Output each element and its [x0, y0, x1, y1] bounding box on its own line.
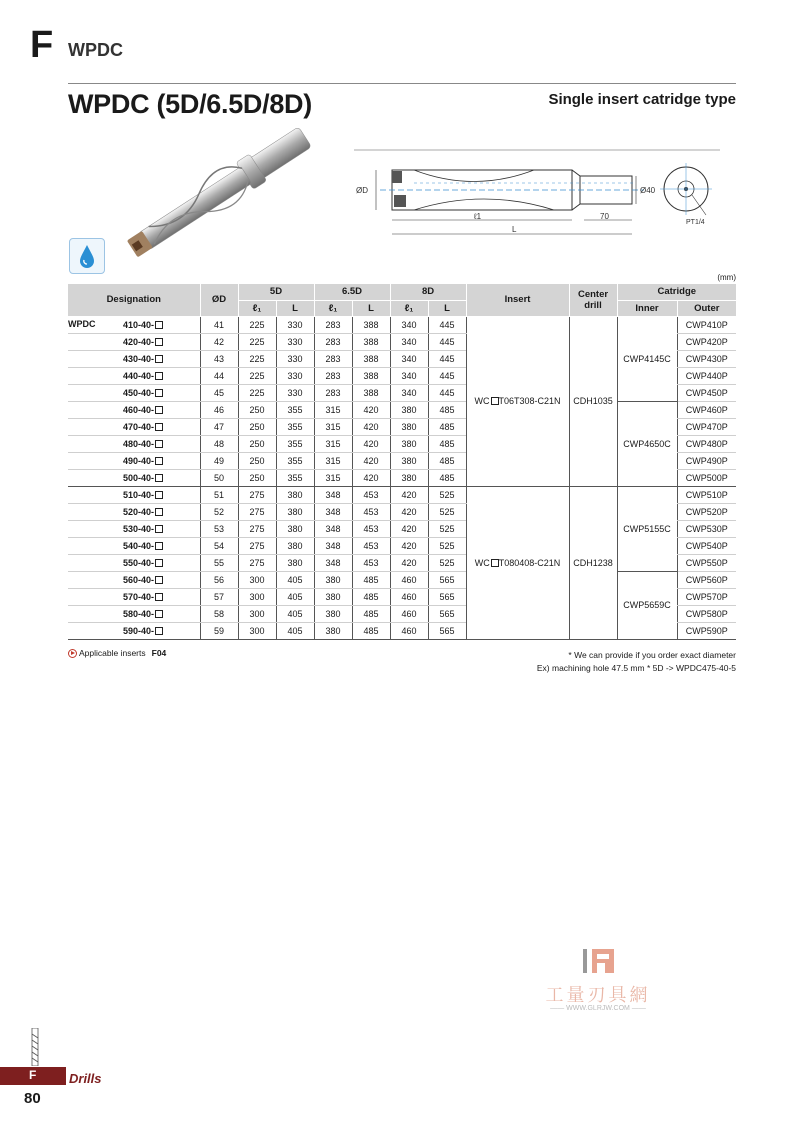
cell-a2: 405 — [276, 605, 314, 622]
cell-b2: 485 — [352, 605, 390, 622]
dim-l-label: L — [512, 225, 517, 234]
cell-b1: 380 — [314, 571, 352, 588]
insert-suffix: T06T308-C21N — [498, 396, 561, 406]
cell-a2: 330 — [276, 316, 314, 333]
cell-b1: 315 — [314, 452, 352, 469]
cell-b2: 485 — [352, 571, 390, 588]
watermark-logo-icon — [528, 945, 668, 981]
cell-b2: 388 — [352, 350, 390, 367]
outer-cartridge-cell: CWP570P — [677, 588, 736, 605]
outer-cartridge-cell: CWP520P — [677, 503, 736, 520]
outer-cartridge-cell: CWP480P — [677, 435, 736, 452]
outer-cartridge-cell: CWP550P — [677, 554, 736, 571]
cell-a2: 405 — [276, 571, 314, 588]
cell-a1: 225 — [238, 384, 276, 401]
cell-d: 47 — [200, 418, 238, 435]
outer-cartridge-cell: CWP450P — [677, 384, 736, 401]
cell-b2: 388 — [352, 367, 390, 384]
outer-cartridge-cell: CWP460P — [677, 401, 736, 418]
inner-cartridge-cell: CWP5155C — [617, 486, 677, 571]
coolant-icon — [69, 238, 105, 274]
cell-d: 42 — [200, 333, 238, 350]
outer-cartridge-cell: CWP580P — [677, 605, 736, 622]
cell-a1: 225 — [238, 333, 276, 350]
insert-cell — [466, 486, 569, 639]
cell-c1: 460 — [390, 571, 428, 588]
checkbox-symbol-icon — [155, 542, 163, 550]
cell-d: 43 — [200, 350, 238, 367]
cell-c2: 525 — [428, 520, 466, 537]
applicable-inserts-note: Applicable inserts F04 — [68, 648, 166, 658]
checkbox-symbol-icon — [155, 457, 163, 465]
dim-thread-label: PT1/4 — [686, 219, 705, 226]
cell-c1: 420 — [390, 520, 428, 537]
cell-d: 53 — [200, 520, 238, 537]
cell-c1: 380 — [390, 452, 428, 469]
designation-cell — [68, 316, 200, 333]
cell-b2: 420 — [352, 401, 390, 418]
cell-c1: 380 — [390, 418, 428, 435]
cell-d: 55 — [200, 554, 238, 571]
cell-b1: 348 — [314, 503, 352, 520]
applicable-inserts-ref[interactable]: F04 — [151, 648, 167, 658]
cell-a2: 355 — [276, 435, 314, 452]
cell-c1: 420 — [390, 554, 428, 571]
designation-cell — [68, 571, 200, 588]
cell-c1: 420 — [390, 537, 428, 554]
cell-b1: 315 — [314, 435, 352, 452]
cell-d: 52 — [200, 503, 238, 520]
cell-d: 44 — [200, 367, 238, 384]
table-row — [68, 486, 736, 503]
cell-c2: 565 — [428, 571, 466, 588]
spec-table — [68, 284, 736, 640]
checkbox-symbol-icon — [155, 474, 163, 482]
checkbox-symbol-icon — [155, 593, 163, 601]
designation-code: 410-40- — [123, 319, 155, 330]
inner-cartridge-cell: CWP4145C — [617, 316, 677, 401]
cell-b1: 348 — [314, 554, 352, 571]
designation-cell — [68, 588, 200, 605]
checkbox-symbol-icon — [155, 406, 163, 414]
cell-a1: 225 — [238, 367, 276, 384]
cell-a2: 330 — [276, 333, 314, 350]
designation-code: 430-40- — [123, 353, 155, 364]
designation-code: 420-40- — [123, 336, 155, 347]
cell-b1: 380 — [314, 588, 352, 605]
cell-a2: 355 — [276, 452, 314, 469]
cell-a1: 250 — [238, 452, 276, 469]
header-6-5d-l1: ℓ₁ — [314, 300, 352, 316]
cell-b2: 388 — [352, 316, 390, 333]
checkbox-symbol-icon — [155, 372, 163, 380]
cell-b1: 348 — [314, 520, 352, 537]
cell-b2: 388 — [352, 384, 390, 401]
header-diameter: ØD — [200, 284, 238, 316]
page-title: WPDC (5D/6.5D/8D) — [68, 89, 312, 119]
cell-b1: 283 — [314, 316, 352, 333]
cell-d: 51 — [200, 486, 238, 503]
checkbox-symbol-icon — [155, 576, 163, 584]
cell-c1: 380 — [390, 469, 428, 486]
cell-b1: 315 — [314, 418, 352, 435]
designation-cell — [68, 520, 200, 537]
cell-a2: 355 — [276, 401, 314, 418]
checkbox-symbol-icon — [155, 440, 163, 448]
cell-d: 58 — [200, 605, 238, 622]
designation-cell — [68, 605, 200, 622]
insert-cell — [466, 316, 569, 486]
checkbox-symbol-icon — [155, 610, 163, 618]
cell-c2: 445 — [428, 384, 466, 401]
cell-a1: 225 — [238, 316, 276, 333]
header-5d-l1: ℓ₁ — [238, 300, 276, 316]
technical-drawing — [354, 143, 720, 243]
header-5d: 5D — [238, 284, 314, 300]
header-divider — [68, 83, 736, 84]
cell-c1: 340 — [390, 333, 428, 350]
cell-a1: 300 — [238, 605, 276, 622]
cell-d: 45 — [200, 384, 238, 401]
drill-photo — [112, 124, 322, 264]
designation-cell — [68, 622, 200, 639]
cell-b2: 485 — [352, 588, 390, 605]
cell-a2: 380 — [276, 537, 314, 554]
section-name: WPDC — [68, 40, 123, 60]
cell-c2: 445 — [428, 367, 466, 384]
checkbox-symbol-icon — [155, 389, 163, 397]
outer-cartridge-cell: CWP560P — [677, 571, 736, 588]
cell-d: 54 — [200, 537, 238, 554]
cell-a2: 330 — [276, 367, 314, 384]
designation-code: 440-40- — [123, 370, 155, 381]
dim-l1-label: ℓ1 — [474, 212, 482, 221]
designation-code: 590-40- — [123, 625, 155, 636]
designation-code: 450-40- — [123, 387, 155, 398]
order-note: * We can provide if you order exact diameter Ex) machining hole 47.5 mm * 5D -> WPDC475-40-5 — [536, 650, 736, 673]
cell-c2: 485 — [428, 418, 466, 435]
checkbox-symbol-icon — [155, 491, 163, 499]
checkbox-symbol-icon — [491, 397, 499, 405]
checkbox-symbol-icon — [155, 321, 163, 329]
cell-b1: 283 — [314, 384, 352, 401]
cell-c2: 565 — [428, 605, 466, 622]
cell-a2: 330 — [276, 384, 314, 401]
cell-d: 48 — [200, 435, 238, 452]
cell-b1: 348 — [314, 537, 352, 554]
cell-a1: 275 — [238, 520, 276, 537]
cell-b1: 283 — [314, 367, 352, 384]
cell-a1: 225 — [238, 350, 276, 367]
cell-b1: 315 — [314, 469, 352, 486]
cell-a2: 330 — [276, 350, 314, 367]
cell-a1: 275 — [238, 503, 276, 520]
cell-d: 41 — [200, 316, 238, 333]
header-8d-l1: ℓ₁ — [390, 300, 428, 316]
designation-code: 490-40- — [123, 455, 155, 466]
cell-b2: 453 — [352, 537, 390, 554]
outer-cartridge-cell: CWP540P — [677, 537, 736, 554]
designation-cell — [68, 418, 200, 435]
cell-d: 50 — [200, 469, 238, 486]
checkbox-symbol-icon — [155, 338, 163, 346]
cell-c1: 460 — [390, 588, 428, 605]
cell-d: 46 — [200, 401, 238, 418]
designation-code: 520-40- — [123, 506, 155, 517]
cell-c2: 485 — [428, 401, 466, 418]
header-8d: 8D — [390, 284, 466, 300]
table-row — [68, 571, 736, 588]
cell-b1: 315 — [314, 401, 352, 418]
cell-d: 57 — [200, 588, 238, 605]
dim-shank-length-label: 70 — [600, 212, 609, 221]
cell-c2: 525 — [428, 486, 466, 503]
designation-code: 540-40- — [123, 540, 155, 551]
cell-c1: 340 — [390, 350, 428, 367]
cell-b2: 420 — [352, 435, 390, 452]
cell-d: 56 — [200, 571, 238, 588]
checkbox-symbol-icon — [155, 627, 163, 635]
cell-b2: 420 — [352, 452, 390, 469]
designation-code: 500-40- — [123, 472, 155, 483]
cell-c1: 340 — [390, 316, 428, 333]
inner-cartridge-cell: CWP4650C — [617, 401, 677, 486]
outer-cartridge-cell: CWP410P — [677, 316, 736, 333]
cell-c2: 445 — [428, 350, 466, 367]
outer-cartridge-cell: CWP440P — [677, 367, 736, 384]
cell-b1: 380 — [314, 622, 352, 639]
section-letter: F — [30, 24, 54, 66]
cell-a2: 355 — [276, 469, 314, 486]
cell-d: 59 — [200, 622, 238, 639]
designation-code: 580-40- — [123, 608, 155, 619]
cell-a1: 250 — [238, 469, 276, 486]
cell-c1: 380 — [390, 401, 428, 418]
header-5d-L: L — [276, 300, 314, 316]
cell-a1: 250 — [238, 435, 276, 452]
cell-c2: 445 — [428, 333, 466, 350]
cell-c2: 565 — [428, 588, 466, 605]
insert-suffix: T080408-C21N — [498, 557, 561, 568]
center-drill-cell: CDH1238 — [569, 486, 617, 639]
cell-b2: 485 — [352, 622, 390, 639]
cell-a2: 405 — [276, 622, 314, 639]
section-tab-letter: F — [29, 1068, 37, 1082]
header-cartridge: Catridge — [617, 284, 736, 300]
table-row — [68, 316, 736, 333]
cell-a1: 300 — [238, 588, 276, 605]
checkbox-symbol-icon — [491, 559, 499, 567]
cell-b1: 380 — [314, 605, 352, 622]
designation-cell — [68, 503, 200, 520]
cell-a1: 275 — [238, 486, 276, 503]
designation-code: 460-40- — [123, 404, 155, 415]
designation-cell — [68, 401, 200, 418]
outer-cartridge-cell: CWP490P — [677, 452, 736, 469]
outer-cartridge-cell: CWP420P — [677, 333, 736, 350]
outer-cartridge-cell: CWP530P — [677, 520, 736, 537]
watermark: 工量刃具網 —— WWW.GLRJW.COM —— — [528, 945, 668, 1017]
designation-code: 530-40- — [123, 523, 155, 534]
checkbox-symbol-icon — [155, 508, 163, 516]
designation-code: 470-40- — [123, 421, 155, 432]
page-subtitle: Single insert catridge type — [548, 91, 736, 108]
cell-a2: 380 — [276, 554, 314, 571]
cell-b2: 420 — [352, 418, 390, 435]
header-outer: Outer — [677, 300, 736, 316]
header-8d-L: L — [428, 300, 466, 316]
designation-cell — [68, 435, 200, 452]
cell-b2: 453 — [352, 486, 390, 503]
designation-cell — [68, 469, 200, 486]
cell-b2: 388 — [352, 333, 390, 350]
cell-c1: 420 — [390, 486, 428, 503]
cell-d: 49 — [200, 452, 238, 469]
cell-c2: 485 — [428, 469, 466, 486]
table-row — [68, 401, 736, 418]
designation-brand: WPDC — [68, 318, 96, 329]
cell-c2: 485 — [428, 435, 466, 452]
cell-c2: 525 — [428, 503, 466, 520]
designation-cell — [68, 333, 200, 350]
designation-cell — [68, 350, 200, 367]
cell-a1: 300 — [238, 571, 276, 588]
cell-a1: 300 — [238, 622, 276, 639]
center-drill-cell: CDH1035 — [569, 316, 617, 486]
header-designation: Designation — [68, 284, 200, 316]
header-6-5d: 6.5D — [314, 284, 390, 300]
page-number: 80 — [24, 1090, 41, 1107]
header-6-5d-L: L — [352, 300, 390, 316]
designation-cell — [68, 537, 200, 554]
cell-a1: 250 — [238, 418, 276, 435]
designation-cell — [68, 486, 200, 503]
unit-label: (mm) — [717, 273, 736, 282]
designation-code: 550-40- — [123, 557, 155, 568]
header-center-drill: Center drill — [569, 284, 617, 316]
cell-a2: 380 — [276, 486, 314, 503]
outer-cartridge-cell: CWP500P — [677, 469, 736, 486]
checkbox-symbol-icon — [155, 423, 163, 431]
cell-c1: 420 — [390, 503, 428, 520]
cell-b1: 348 — [314, 486, 352, 503]
cell-c2: 445 — [428, 316, 466, 333]
cell-a1: 250 — [238, 401, 276, 418]
outer-cartridge-cell: CWP470P — [677, 418, 736, 435]
arrow-right-icon — [68, 649, 77, 658]
designation-cell — [68, 554, 200, 571]
cell-c1: 460 — [390, 622, 428, 639]
cell-c2: 525 — [428, 554, 466, 571]
checkbox-symbol-icon — [155, 525, 163, 533]
cell-a2: 405 — [276, 588, 314, 605]
checkbox-symbol-icon — [155, 559, 163, 567]
checkbox-symbol-icon — [155, 355, 163, 363]
insert-prefix: WC — [474, 396, 490, 406]
inner-cartridge-cell: CWP5659C — [617, 571, 677, 639]
cell-c2: 525 — [428, 537, 466, 554]
header-insert: Insert — [466, 284, 569, 316]
outer-cartridge-cell: CWP430P — [677, 350, 736, 367]
cell-a2: 355 — [276, 418, 314, 435]
designation-code: 560-40- — [123, 574, 155, 585]
header-inner: Inner — [617, 300, 677, 316]
insert-prefix: WC — [474, 557, 490, 568]
cell-a2: 380 — [276, 503, 314, 520]
cell-c1: 380 — [390, 435, 428, 452]
designation-cell — [68, 384, 200, 401]
cell-a1: 275 — [238, 554, 276, 571]
cell-a2: 380 — [276, 520, 314, 537]
cell-b2: 453 — [352, 503, 390, 520]
cell-b1: 283 — [314, 333, 352, 350]
designation-code: 480-40- — [123, 438, 155, 449]
cell-b1: 283 — [314, 350, 352, 367]
cell-b2: 420 — [352, 469, 390, 486]
cell-a1: 275 — [238, 537, 276, 554]
designation-code: 510-40- — [123, 489, 155, 500]
cell-c2: 485 — [428, 452, 466, 469]
designation-code: 570-40- — [123, 591, 155, 602]
outer-cartridge-cell: CWP590P — [677, 622, 736, 639]
cell-c2: 565 — [428, 622, 466, 639]
dim-diameter-label: ØD — [356, 186, 368, 195]
cell-c1: 340 — [390, 367, 428, 384]
dim-shank-label: Ø40 — [640, 186, 656, 195]
outer-cartridge-cell: CWP510P — [677, 486, 736, 503]
cell-c1: 460 — [390, 605, 428, 622]
designation-cell — [68, 367, 200, 384]
designation-cell — [68, 452, 200, 469]
cell-b2: 453 — [352, 520, 390, 537]
drill-bit-icon — [30, 1028, 40, 1066]
section-tab-label: Drills — [69, 1071, 102, 1086]
cell-c1: 340 — [390, 384, 428, 401]
cell-b2: 453 — [352, 554, 390, 571]
